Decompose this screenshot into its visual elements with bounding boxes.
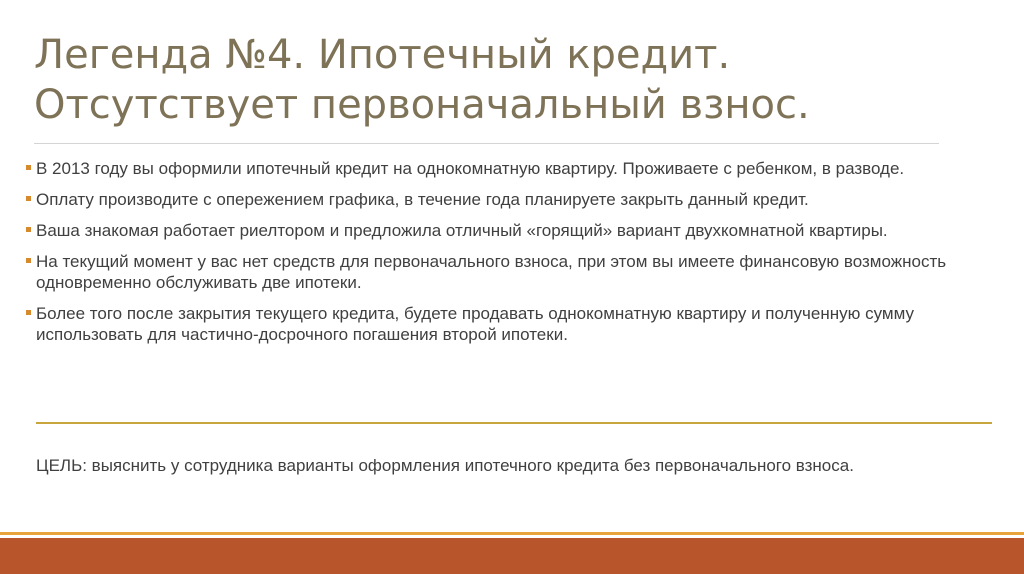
bullet-text: Более того после закрытия текущего кредита, будете продавать однокомнатную квартиру и полученную сумму использовать для частично-досрочного погашения второй ипотеки. <box>36 304 914 344</box>
bullet-text: В 2013 году вы оформили ипотечный кредит на однокомнатную квартиру. Проживаете с ребенком, в разводе. <box>36 159 905 178</box>
bullet-square-icon <box>26 227 31 232</box>
bullet-text: Оплату производите с опережением графика, в течение года планируете закрыть данный кредит. <box>36 190 809 209</box>
bullet-item <box>26 189 1001 210</box>
bullet-square-icon <box>26 258 31 263</box>
footer-bar <box>0 538 1024 574</box>
goal-divider <box>36 422 992 424</box>
bullet-text: Ваша знакомая работает риелтором и предложила отличный «горящий» вариант двухкомнатной квартиры. <box>36 221 888 240</box>
bullet-item <box>26 251 1001 293</box>
bullet-square-icon <box>26 165 31 170</box>
bullet-item <box>26 158 1001 179</box>
bullet-item <box>26 303 1001 345</box>
bullet-item <box>26 220 1001 241</box>
bullet-list <box>26 158 1001 355</box>
title-divider <box>34 143 939 144</box>
goal-statement: ЦЕЛЬ: выяснить у сотрудника варианты оформления ипотечного кредита без первоначального взноса. <box>36 456 854 475</box>
bullet-square-icon <box>26 310 31 315</box>
slide-title: Легенда №4. Ипотечный кредит. Отсутствует первоначальный взнос. <box>34 32 810 128</box>
bullet-text: На текущий момент у вас нет средств для первоначального взноса, при этом вы имеете финансовую возможность одновременно обслуживать две ипотеки. <box>36 252 947 292</box>
footer-accent-stripe <box>0 532 1024 535</box>
bullet-square-icon <box>26 196 31 201</box>
